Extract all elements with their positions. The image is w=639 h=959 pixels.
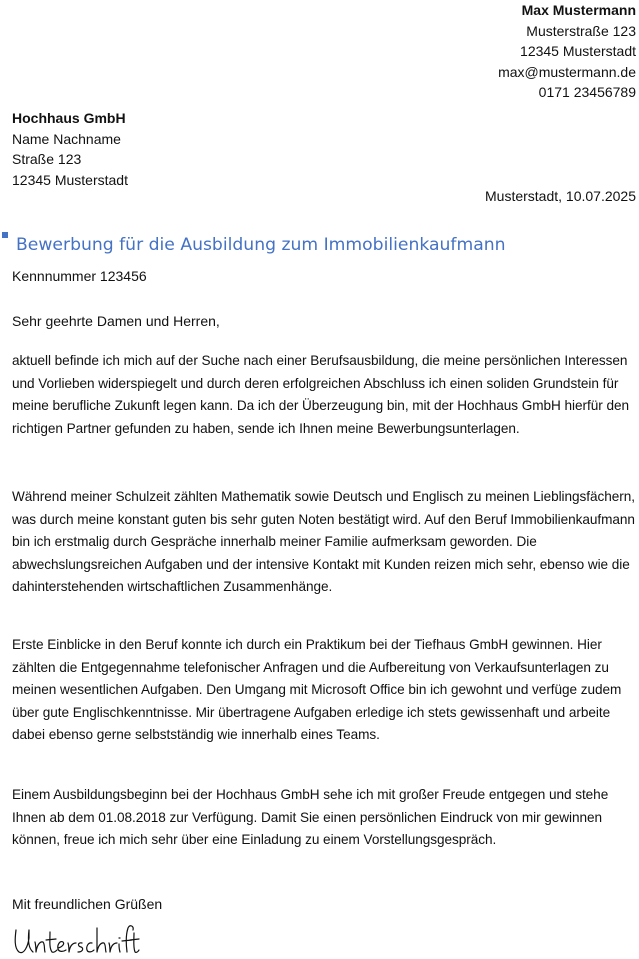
recipient-street: Straße 123 — [12, 151, 82, 167]
recipient-contact: Name Nachname — [12, 130, 121, 147]
closing-formula: Mit freundlichen Grüßen — [12, 896, 163, 912]
date-line: Musterstadt, 10.07.2025 — [485, 188, 636, 204]
body-paragraph-4: Einem Ausbildungsbeginn bei der Hochhaus GmbH sehe ich mit großer Freude entgegen und stehe Ihnen ab dem 01.08.2018 zur Verfügung. Damit Sie einen persönlichen Eindruck von mir gewinnen können, freue ich mich sehr über eine Einladung zu einem Vorstellungsgespräch. — [12, 787, 609, 848]
subject-heading: Bewerbung für die Ausbildung zum Immobilienkaufmann — [16, 235, 506, 255]
sender-phone: 0171 23456789 — [538, 84, 636, 100]
body-paragraph-1: aktuell befinde ich mich auf der Suche nach einer Berufsausbildung, die meine persönlichen Interessen und Vorlieben widerspiegelt und durch deren erfolgreichen Abschluss ich einen soliden Grundstein für meine berufliche Zukunft legen kann. Da ich der Überzeugung bin, mit der Hochhaus GmbH hierfür den richtigen Partner gefunden zu haben, sende ich Ihnen meine Bewerbungsunterlagen. — [12, 353, 629, 436]
recipient-city: 12345 Musterstadt — [12, 171, 128, 188]
recipient-company: Hochhaus GmbH — [12, 110, 126, 126]
sender-name: Max Mustermann — [521, 2, 636, 18]
body-paragraph-3: Erste Einblicke in den Beruf konnte ich durch ein Praktikum bei der Tiefhaus GmbH gewinnen. Hier zählten die Entgegennahme telefonischer Anfragen und die Aufbereitung von Verkaufsunterlagen zu meinen wesentlichen Aufgaben. Den Umgang mit Microsoft Office bin ich gewohnt und verfüge zudem über gute Englischkenntnisse. Mir übertragene Aufgaben erledige ich stets gewissenhaft und arbeite dabei ebenso gerne selbstständig wie innerhalb eines Teams. — [12, 637, 622, 743]
salutation: Sehr geehrte Damen und Herren, — [12, 313, 220, 329]
sender-street: Musterstraße 123 — [526, 22, 636, 39]
handwritten-signature — [10, 918, 140, 959]
subject-marker — [2, 232, 8, 238]
reference-number: Kennnummer 123456 — [12, 268, 147, 284]
sender-block — [396, 0, 636, 103]
sender-email: max@mustermann.de — [498, 63, 636, 80]
body-paragraph-2: Während meiner Schulzeit zählten Mathematik sowie Deutsch und Englisch zu meinen Lieblingsfächern, was durch meine konstant guten bis sehr guten Noten bestätigt wird. Auf den Beruf Immobilienkaufmann bin ich erstmalig durch Gespräche innerhalb meiner Familie aufmerksam geworden. Die abwechslungsreichen Aufgaben und der intensive Kontakt mit Kunden reizen mich sehr, ebenso wie die dahinterstehenden wirtschaftlichen Zusammenhänge. — [12, 489, 636, 595]
recipient-block — [12, 108, 272, 190]
sender-city: 12345 Musterstadt — [520, 43, 636, 59]
